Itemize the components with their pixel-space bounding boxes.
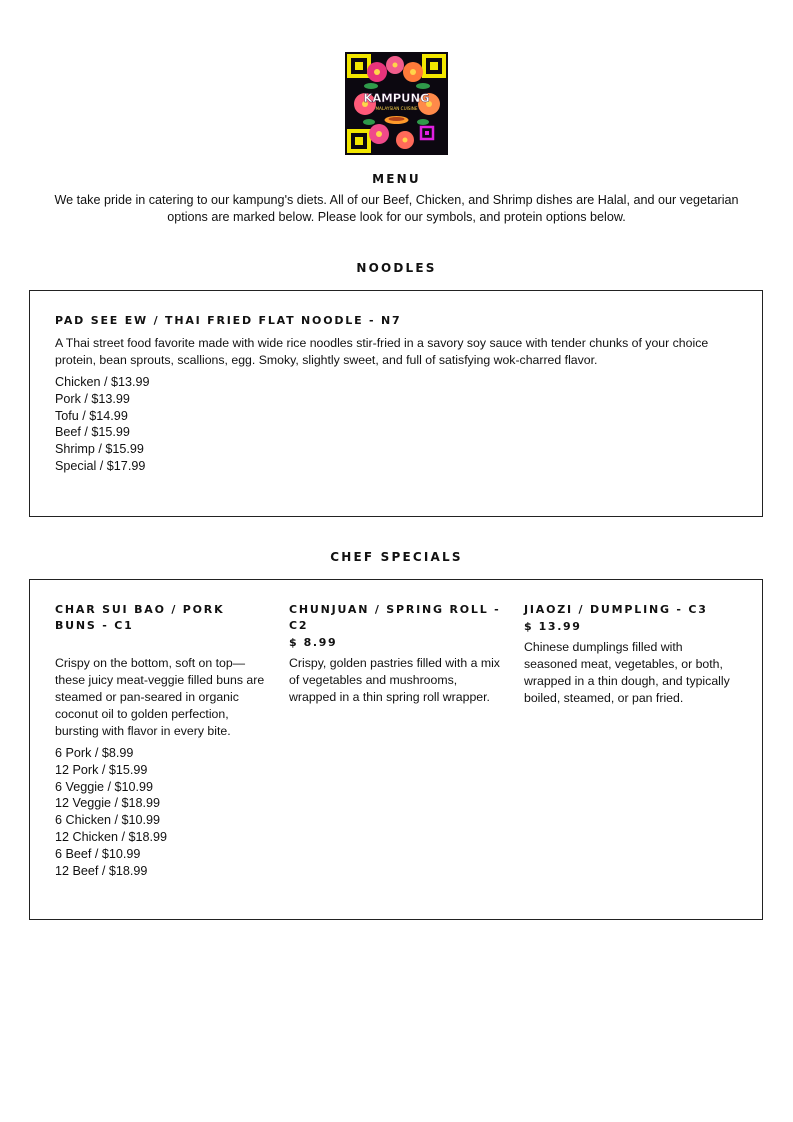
- item-title: PAD SEE EW / THAI FRIED FLAT NOODLE - N7: [55, 314, 402, 327]
- option: 12 Chicken / $18.99: [55, 829, 168, 844]
- chef-specials-heading: CHEF SPECIALS: [330, 550, 463, 564]
- option: 12 Veggie / $18.99: [55, 796, 161, 811]
- option-list: [55, 745, 267, 879]
- item-description: Crispy on the bottom, soft on top—these juicy meat-veggie filled buns are steamed or pan-seared in organic coconut oil to golden perfection, bursting with flavor in every bite.: [55, 656, 265, 738]
- special-item: [55, 602, 267, 879]
- option: 6 Beef / $10.99: [55, 846, 141, 861]
- item-description: A Thai street food favorite made with wide rice noodles stir-fried in a savory soy sauce with tender chunks of your choice protein, bean sprouts, scallions, egg. Smoky, slightly sweet, and full of satisfying wok-charred flavor.: [55, 336, 709, 367]
- option: Chicken / $13.99: [55, 375, 150, 389]
- kampung-logo: [345, 52, 448, 155]
- special-item: [524, 602, 736, 707]
- item-description: Crispy, golden pastries filled with a mix of vegetables and mushrooms, wrapped in a thin spring roll wrapper.: [289, 656, 500, 704]
- logo-tagline: MALAYSIAN CUISINE: [375, 106, 418, 111]
- item-title: CHUNJUAN / SPRING ROLL - C2: [289, 603, 501, 632]
- option: Tofu / $14.99: [55, 408, 128, 423]
- item-price: $ 13.99: [524, 620, 582, 633]
- item-title: JIAOZI / DUMPLING - C3: [524, 603, 708, 616]
- option: 6 Chicken / $10.99: [55, 813, 161, 828]
- option: 12 Beef / $18.99: [55, 863, 148, 878]
- special-item: [289, 602, 501, 706]
- item-title: CHAR SUI BAO / PORK BUNS - C1: [55, 603, 225, 632]
- option-list: [55, 374, 745, 475]
- menu-heading: MENU: [372, 172, 421, 186]
- logo-graphic: [345, 52, 448, 155]
- option: Special / $17.99: [55, 458, 146, 473]
- option: 12 Pork / $15.99: [55, 762, 148, 777]
- chef-specials-section: [29, 579, 763, 920]
- option: Shrimp / $15.99: [55, 442, 144, 457]
- option: 6 Pork / $8.99: [55, 746, 134, 760]
- item-price: $ 8.99: [289, 636, 338, 649]
- option: Pork / $13.99: [55, 391, 130, 406]
- item-price: [55, 635, 267, 651]
- option: Beef / $15.99: [55, 425, 130, 440]
- option: 6 Veggie / $10.99: [55, 779, 154, 794]
- noodles-heading: NOODLES: [356, 261, 437, 275]
- logo-brand: KAMPUNG: [363, 91, 430, 105]
- noodle-item: [55, 313, 745, 475]
- noodles-section: [29, 290, 763, 517]
- item-description: Chinese dumplings filled with seasoned meat, vegetables, or both, wrapped in a thin dough, and typically boiled, steamed, or pan fried.: [524, 640, 730, 705]
- intro-text: We take pride in catering to our kampung's diets. All of our Beef, Chicken, and Shrimp dishes are Halal, and our vegetarian options are marked below. Please look for our symbols, and protein options below.: [54, 193, 739, 224]
